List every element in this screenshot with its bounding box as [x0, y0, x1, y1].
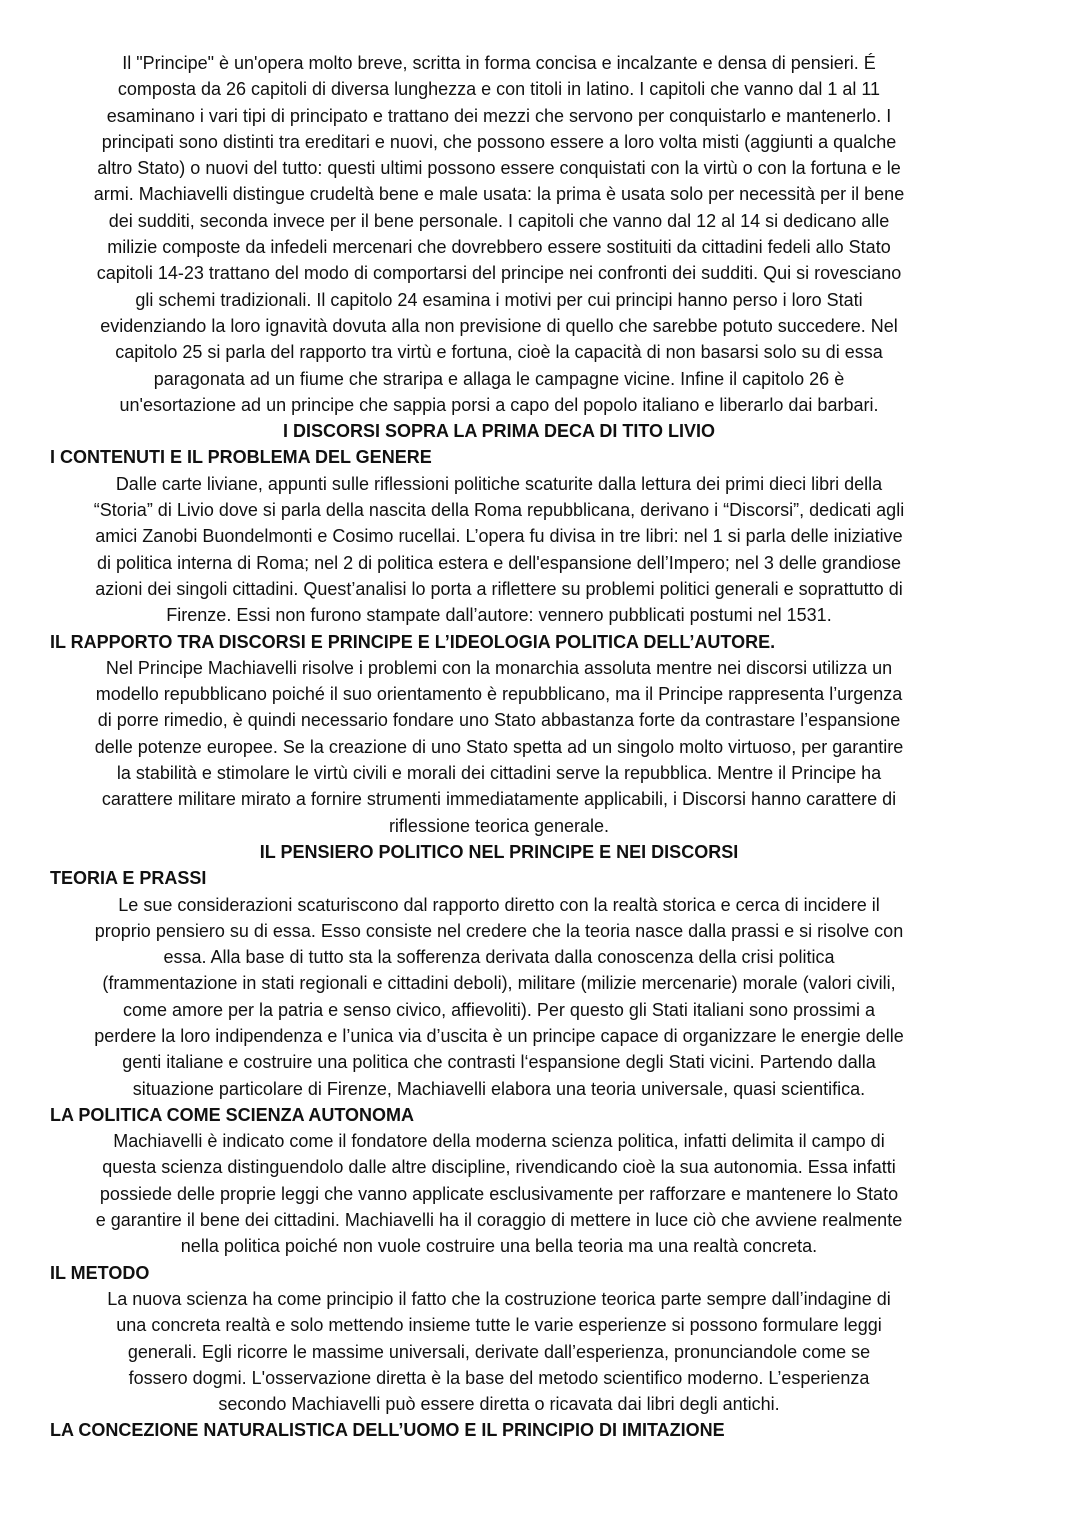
text-line: composta da 26 capitoli di diversa lunghezza e con titoli in latino. I capitoli che vanno dal 1 al 11 [117, 79, 881, 100]
text-line: carattere militare mirato a fornire strumenti immediatamente applicabili, i Discorsi hanno carattere di [101, 789, 897, 810]
text-line: delle potenze europee. Se la creazione di uno Stato spetta ad un singolo molto virtuoso, per garantire [94, 736, 904, 757]
text-line: “Storia” di Livio dove si parla della nascita della Roma repubblicana, derivano i “Discorsi”, dedicati agli [93, 500, 905, 521]
text-line: proprio pensiero su di essa. Esso consiste nel credere che la teoria nasce dalla prassi e si risolve con [94, 920, 904, 941]
text-line: possiede delle proprie leggi che vanno applicate esclusivamente per rafforzare e mantenere lo Stato [99, 1183, 899, 1204]
text-line: capitoli 14-23 trattano del modo di comportarsi del principe nei confronti dei sudditi. Qui si rovesciano [96, 263, 902, 284]
text-line: come amore per la patria e senso civico, affievoliti). Per questo gli Stati italiani sono prossimi a [122, 999, 876, 1020]
text-line: Dalle carte liviane, appunti sulle riflessioni politiche scaturite dalla lettura dei primi dieci libri della [115, 473, 883, 494]
text-line: esaminano i vari tipi di principato e trattano dei mezzi che servono per conquistarlo e mantenerlo. I [106, 105, 892, 126]
heading-scienza: LA POLITICA COME SCIENZA AUTONOMA [50, 1104, 414, 1125]
text-line: generali. Egli ricorre le massime universali, derivate dall’esperienza, pronunciandole come se [127, 1341, 871, 1362]
text-line: genti italiane e costruire una politica che contrasti l‘espansione degli Stati vicini. Partendo dalla [122, 1052, 876, 1073]
text-line: evidenziando la loro ignavità dovuta alla non previsione di quello che sarebbe potuto succedere. Nel [100, 315, 898, 336]
text-line: la stabilità e stimolare le virtù civili e morali dei cittadini serve la repubblica. Mentre il Principe ha [116, 763, 882, 784]
text-line: altro Stato) o nuovi del tutto: questi ultimi possono essere conquistati con la virtù o con la fortuna e le [97, 158, 901, 179]
rapporto-paragraph [46, 655, 952, 839]
text-line: dei sudditi, seconda invece per il bene personale. I capitoli che vanno dal 12 al 14 si dedicano alle [108, 210, 890, 231]
contenuti-paragraph [46, 471, 952, 629]
text-line: principati sono distinti tra ereditari e nuovi, che possono essere a loro volta misti (aggiunti a qualche [101, 131, 897, 152]
text-line: una concreta realtà e solo mettendo insieme tutte le varie esperienze si possono formulare leggi [116, 1315, 882, 1336]
text-line: modello repubblicano poiché il suo orientamento è repubblicano, ma il Principe rappresenta l’urgenza [95, 684, 903, 705]
teoria-paragraph [46, 892, 952, 1102]
text-line: perdere la loro indipendenza e l’unica via d’uscita è un principe capace di organizzare le energie delle [94, 1025, 904, 1046]
text-line: gli schemi tradizionali. Il capitolo 24 esamina i motivi per cui principi hanno perso i loro Stati [135, 289, 863, 310]
text-line: paragonata ad un fiume che straripa e allaga le campagne vicine. Infine il capitolo 26 è [153, 368, 845, 389]
heading-metodo: IL METODO [50, 1262, 150, 1283]
text-line: di porre rimedio, è quindi necessario fondare uno Stato abbastanza forte da contrastare l’espansione [97, 710, 901, 731]
intro-paragraph [46, 50, 952, 418]
section-title-pensiero: IL PENSIERO POLITICO NEL PRINCIPE E NEI DISCORSI [259, 841, 739, 862]
text-line: nella politica poiché non vuole costruire una bella teoria ma una realtà concreta. [180, 1236, 818, 1257]
text-line: Firenze. Essi non furono stampate dall’autore: vennero pubblicati postumi nel 1531. [166, 605, 832, 626]
text-line: La nuova scienza ha come principio il fatto che la costruzione teorica parte sempre dall’indagine di [107, 1288, 891, 1309]
section-title-discorsi: I DISCORSI SOPRA LA PRIMA DECA DI TITO LIVIO [282, 421, 716, 442]
heading-rapporto: IL RAPPORTO TRA DISCORSI E PRINCIPE E L’IDEOLOGIA POLITICA DELL’AUTORE. [50, 631, 776, 652]
text-line: situazione particolare di Firenze, Machiavelli elabora una teoria universale, quasi scientifica. [132, 1078, 866, 1099]
heading-concezione: LA CONCEZIONE NATURALISTICA DELL’UOMO E IL PRINCIPIO DI IMITAZIONE [50, 1420, 725, 1441]
heading-teoria: TEORIA E PRASSI [50, 868, 207, 889]
text-line: milizie composte da infedeli mercenari che dovrebbero essere sostituiti da cittadini fedeli allo Stato [107, 237, 891, 258]
scienza-paragraph [46, 1128, 952, 1259]
text-line: essa. Alla base di tutto sta la sofferenza derivata dalla conoscenza della crisi politica [163, 947, 835, 968]
text-line: (frammentazione in stati regionali e cittadini deboli), militare (milizie mercenarie) morale (valori civili, [102, 973, 896, 994]
text-line: riflessione teorica generale. [388, 815, 610, 836]
metodo-paragraph [46, 1286, 952, 1417]
text-line: Le sue considerazioni scaturiscono dal rapporto diretto con la realtà storica e cerca di incidere il [118, 894, 880, 915]
text-line: fossero dogmi. L'osservazione diretta è la base del metodo scientifico moderno. L’esperienza [128, 1367, 870, 1388]
text-line: amici Zanobi Buondelmonti e Cosimo rucellai. L’opera fu divisa in tre libri: nel 1 si parla delle iniziative [95, 526, 903, 547]
text-line: azioni dei singoli cittadini. Quest’analisi lo porta a riflettere su problemi politici generali e soprattutto di [95, 578, 903, 599]
text-line: questa scienza distinguendolo dalle altre discipline, rivendicando cioè la sua autonomia. Essa infatti [102, 1157, 896, 1178]
text-line: Il "Principe" è un'opera molto breve, scritta in forma concisa e incalzante e densa di pensieri. É [122, 53, 876, 73]
document-page [46, 50, 952, 1444]
text-line: secondo Machiavelli può essere diretta o ricavata dai libri degli antichi. [218, 1394, 780, 1415]
text-line: armi. Machiavelli distingue crudeltà bene e male usata: la prima è usata solo per necessità per il bene [93, 184, 905, 205]
text-line: capitolo 25 si parla del rapporto tra virtù e fortuna, cioè la capacità di non basarsi solo su di essa [115, 342, 883, 363]
text-line: Machiavelli è indicato come il fondatore della moderna scienza politica, infatti delimita il campo di [113, 1131, 885, 1152]
text-line: Nel Principe Machiavelli risolve i problemi con la monarchia assoluta mentre nei discorsi utilizza un [105, 657, 893, 678]
text-line: di politica interna di Roma; nel 2 di politica estera e dell'espansione dell’Impero; nel 3 delle grandiose [97, 552, 901, 573]
text-line: e garantire il bene dei cittadini. Machiavelli ha il coraggio di mettere in luce ciò che avviene realmente [95, 1210, 903, 1231]
text-line: un'esortazione ad un principe che sappia porsi a capo del popolo italiano e liberarlo dai barbari. [119, 394, 879, 415]
heading-contenuti: I CONTENUTI E IL PROBLEMA DEL GENERE [50, 447, 432, 468]
